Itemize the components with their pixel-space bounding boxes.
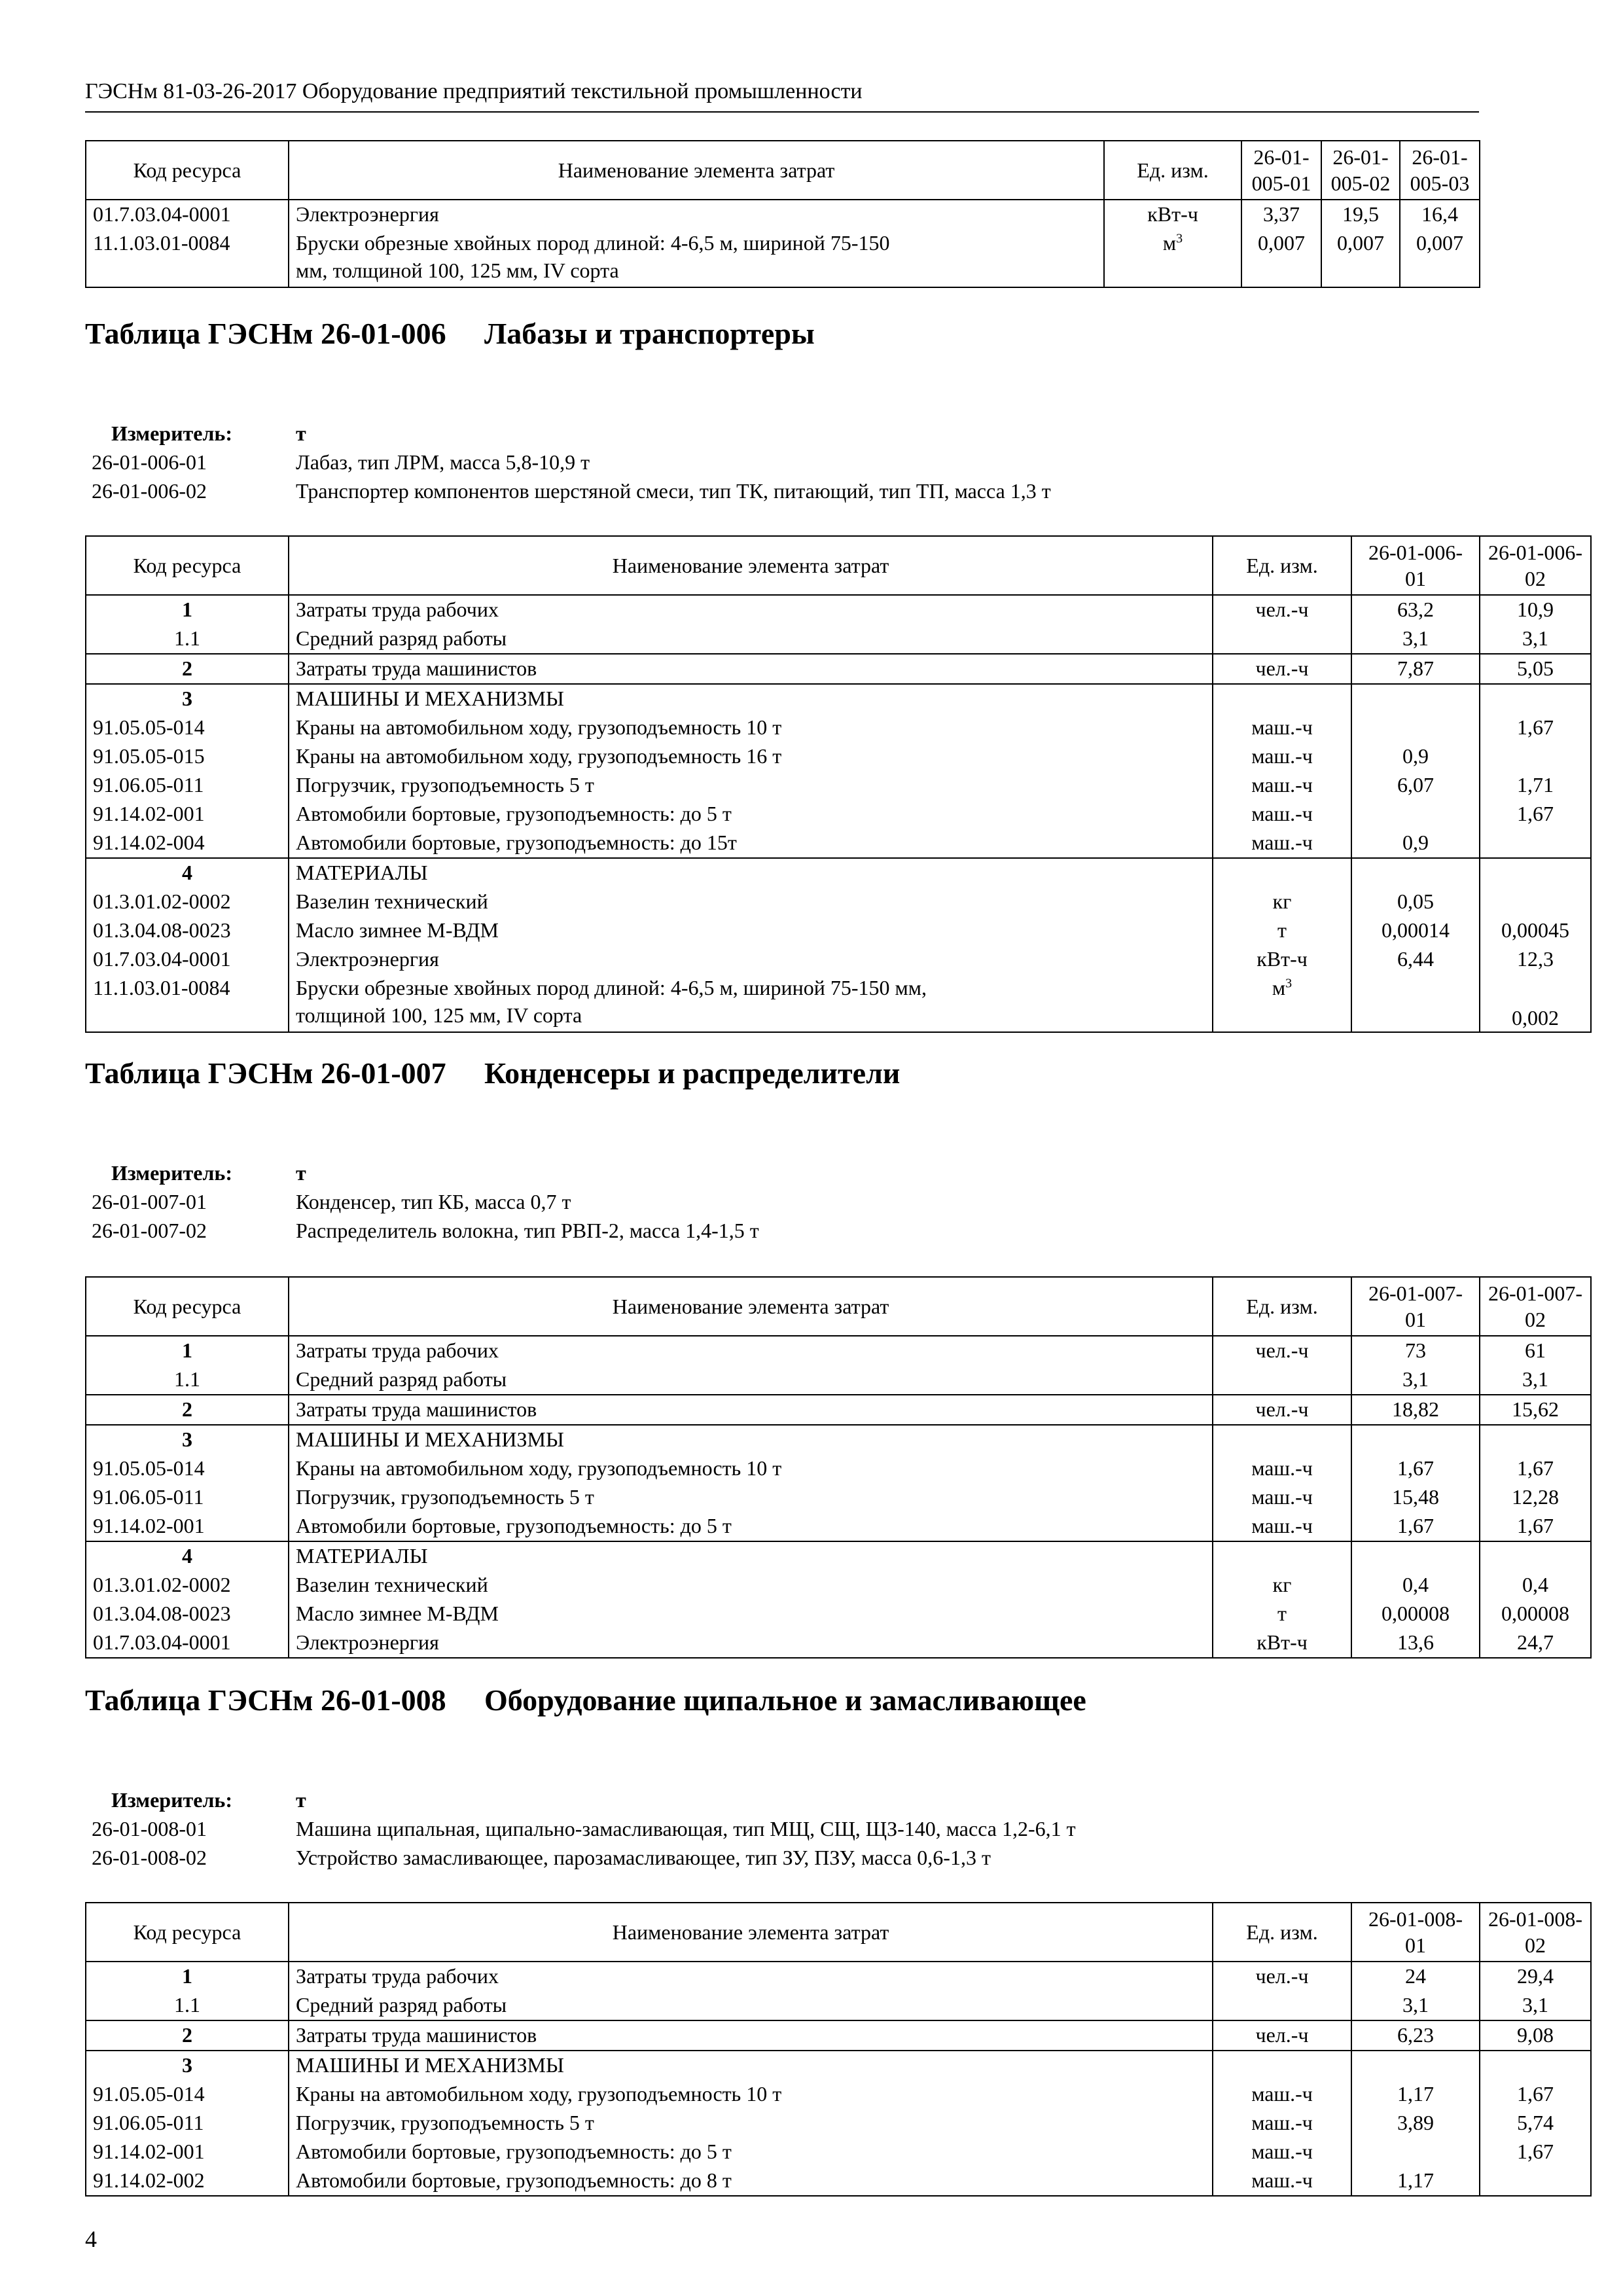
row-name: Затраты труда рабочих — [289, 1336, 1213, 1365]
col-header-value: 26-01-008-01 — [1351, 1903, 1480, 1962]
table-row — [86, 1571, 1591, 1600]
table-row — [86, 2080, 1591, 2109]
row-name: Автомобили бортовые, грузоподъемность: до 5 т — [289, 800, 1213, 829]
row-code: 1 — [86, 1962, 289, 1991]
row-code: 01.3.01.02-0002 — [86, 888, 289, 916]
measure-value: т — [296, 1788, 306, 1812]
row-value: 5,74 — [1480, 2109, 1591, 2138]
row-code: 4 — [86, 858, 289, 888]
row-value: 1,71 — [1480, 771, 1591, 800]
row-code: 3 — [86, 1425, 289, 1454]
row-value: 73 — [1351, 1336, 1480, 1365]
row-code: 91.14.02-002 — [86, 2166, 289, 2196]
col-header-value: 26-01-008-02 — [1480, 1903, 1591, 1962]
row-value: 1,67 — [1480, 2080, 1591, 2109]
table-row — [86, 771, 1591, 800]
row-code: 11.1.03.01-0084 — [86, 974, 289, 1032]
table-row — [86, 713, 1591, 742]
col-header-cost-element: Наименование элемента затрат — [289, 1277, 1213, 1336]
col-header-value: 26-01-007-01 — [1351, 1277, 1480, 1336]
row-name: Погрузчик, грузоподъемность 5 т — [289, 771, 1213, 800]
col-header-value: 26-01-005-03 — [1400, 141, 1480, 200]
row-value: 0,4 — [1480, 1571, 1591, 1600]
measure-value: т — [296, 1161, 306, 1185]
row-code: 11.1.03.01-0084 — [86, 229, 289, 287]
row-value: 0,9 — [1351, 742, 1480, 771]
row-unit: чел.-ч — [1213, 1962, 1351, 1991]
row-code: 1.1 — [86, 624, 289, 654]
table-row — [86, 2138, 1591, 2166]
col-header-unit: Ед. изм. — [1213, 1903, 1351, 1962]
row-value: 9,08 — [1480, 2020, 1591, 2051]
row-code: 91.05.05-014 — [86, 2080, 289, 2109]
running-header: ГЭСНм 81-03-26-2017 Оборудование предприятий текстильной промышленности — [85, 77, 1479, 113]
table-title-name: Оборудование щипальное и замасливающее — [484, 1683, 1086, 1717]
row-value: 0,05 — [1351, 888, 1480, 916]
row-value — [1480, 742, 1591, 771]
row-value — [1351, 800, 1480, 829]
col-header-value: 26-01-005-02 — [1321, 141, 1400, 200]
table-row — [86, 1483, 1591, 1512]
row-value: 3,89 — [1351, 2109, 1480, 2138]
col-header-unit: Ед. изм. — [1213, 536, 1351, 595]
row-value: 7,87 — [1351, 654, 1480, 684]
row-name: Краны на автомобильном ходу, грузоподъемность 16 т — [289, 742, 1213, 771]
col-header-unit: Ед. изм. — [1213, 1277, 1351, 1336]
row-code: 91.06.05-011 — [86, 2109, 289, 2138]
norm-description: Транспортер компонентов шерстяной смеси, тип ТК, питающий, тип ТП, масса 1,3 т — [296, 479, 1051, 503]
table-row — [86, 2109, 1591, 2138]
table-row — [86, 742, 1591, 771]
row-value: 5,05 — [1480, 654, 1591, 684]
row-code: 3 — [86, 2051, 289, 2080]
row-value: 3,37 — [1241, 200, 1321, 229]
table-row — [86, 829, 1591, 858]
table-row — [86, 1541, 1591, 1571]
row-name: Электроэнергия — [289, 200, 1104, 229]
row-name: Масло зимнее М-ВДМ — [289, 916, 1213, 945]
row-value: 15,48 — [1351, 1483, 1480, 1512]
norm-code: 26-01-006-02 — [92, 479, 207, 503]
table-title-code: Таблица ГЭСНм 26-01-008 — [85, 1683, 446, 1717]
row-code: 4 — [86, 1541, 289, 1571]
table-row — [86, 1512, 1591, 1541]
row-code: 01.3.04.08-0023 — [86, 1600, 289, 1628]
row-value: 63,2 — [1351, 595, 1480, 624]
row-value — [1351, 974, 1480, 1032]
row-code: 01.3.04.08-0023 — [86, 916, 289, 945]
row-value — [1480, 858, 1591, 888]
table-row — [86, 684, 1591, 713]
table-row — [86, 800, 1591, 829]
col-header-resource-code: Код ресурса — [86, 141, 289, 200]
row-value: 24,7 — [1480, 1628, 1591, 1658]
row-unit: маш.-ч — [1213, 2166, 1351, 2196]
row-unit: чел.-ч — [1213, 595, 1351, 624]
row-value — [1351, 858, 1480, 888]
col-header-value: 26-01-005-01 — [1241, 141, 1321, 200]
table-row — [86, 1365, 1591, 1395]
table-row — [86, 1991, 1591, 2020]
row-name: Автомобили бортовые, грузоподъемность: до 5 т — [289, 2138, 1213, 2166]
norm-code: 26-01-006-01 — [92, 450, 207, 474]
row-name — [289, 229, 1104, 287]
row-value: 1,67 — [1351, 1512, 1480, 1541]
table-row — [86, 1454, 1591, 1483]
table-row — [86, 2051, 1591, 2080]
row-unit — [1213, 974, 1351, 1032]
row-unit: маш.-ч — [1213, 1454, 1351, 1483]
norm-description: Лабаз, тип ЛРМ, масса 5,8-10,9 т — [296, 450, 590, 474]
col-header-value: 26-01-006-01 — [1351, 536, 1480, 595]
row-unit: маш.-ч — [1213, 829, 1351, 858]
table-row — [86, 229, 1480, 287]
row-name: Погрузчик, грузоподъемность 5 т — [289, 1483, 1213, 1512]
row-value: 0,4 — [1351, 1571, 1480, 1600]
row-value: 3,1 — [1351, 1365, 1480, 1395]
row-code: 01.7.03.04-0001 — [86, 945, 289, 974]
col-header-unit: Ед. изм. — [1104, 141, 1241, 200]
norm-code: 26-01-008-01 — [92, 1817, 207, 1840]
row-unit: кВт-ч — [1104, 200, 1241, 229]
row-unit — [1213, 2051, 1351, 2080]
table-row — [86, 1425, 1591, 1454]
table-row — [86, 2020, 1591, 2051]
row-name: Масло зимнее М-ВДМ — [289, 1600, 1213, 1628]
table-title-code: Таблица ГЭСНм 26-01-006 — [85, 317, 446, 350]
row-unit: кг — [1213, 1571, 1351, 1600]
row-value: 0,007 — [1321, 229, 1400, 287]
row-code: 01.3.01.02-0002 — [86, 1571, 289, 1600]
row-name: Затраты труда рабочих — [289, 1962, 1213, 1991]
row-value: 3,1 — [1351, 1991, 1480, 2020]
row-value: 0,007 — [1400, 229, 1480, 287]
row-name: Средний разряд работы — [289, 624, 1213, 654]
page-number: 4 — [85, 2226, 97, 2252]
row-code: 1.1 — [86, 1991, 289, 2020]
row-code: 91.14.02-004 — [86, 829, 289, 858]
row-unit: маш.-ч — [1213, 800, 1351, 829]
row-name: Затраты труда машинистов — [289, 2020, 1213, 2051]
row-value — [1351, 1425, 1480, 1454]
table-row — [86, 654, 1591, 684]
row-value: 0,00008 — [1480, 1600, 1591, 1628]
row-name: Краны на автомобильном ходу, грузоподъемность 10 т — [289, 713, 1213, 742]
table-title-name: Конденсеры и распределители — [484, 1056, 901, 1090]
row-value: 1,67 — [1480, 1512, 1591, 1541]
measure-label: Измеритель: — [111, 1788, 232, 1812]
cost-table — [85, 1902, 1592, 2197]
row-value: 1,67 — [1480, 800, 1591, 829]
row-code: 91.06.05-011 — [86, 771, 289, 800]
row-value: 18,82 — [1351, 1395, 1480, 1425]
norm-description: Конденсер, тип КБ, масса 0,7 т — [296, 1190, 571, 1213]
table-row — [86, 1395, 1591, 1425]
row-value: 12,3 — [1480, 945, 1591, 974]
row-unit — [1104, 229, 1241, 287]
row-value: 0,002 — [1480, 974, 1591, 1032]
row-unit: кг — [1213, 888, 1351, 916]
row-value: 1,17 — [1351, 2080, 1480, 2109]
row-unit — [1213, 1541, 1351, 1571]
row-unit: маш.-ч — [1213, 771, 1351, 800]
table-row — [86, 1628, 1591, 1658]
row-code: 91.14.02-001 — [86, 1512, 289, 1541]
row-code: 01.7.03.04-0001 — [86, 200, 289, 229]
row-name-line: толщиной 100, 125 мм, IV сорта — [296, 1003, 582, 1027]
row-name-line: Бруски обрезные хвойных пород длиной: 4-6,5 м, шириной 75-150 — [296, 231, 890, 255]
row-name: МАТЕРИАЛЫ — [289, 1541, 1213, 1571]
row-unit — [1213, 624, 1351, 654]
row-unit: чел.-ч — [1213, 1336, 1351, 1365]
norm-description: Устройство замасливающее, парозамасливающее, тип ЗУ, ПЗУ, масса 0,6-1,3 т — [296, 1846, 991, 1869]
row-name: Электроэнергия — [289, 945, 1213, 974]
row-value: 6,07 — [1351, 771, 1480, 800]
row-unit: маш.-ч — [1213, 2109, 1351, 2138]
col-header-cost-element: Наименование элемента затрат — [289, 536, 1213, 595]
table-title-code: Таблица ГЭСНм 26-01-007 — [85, 1056, 446, 1090]
row-value — [1351, 2138, 1480, 2166]
row-unit — [1213, 1991, 1351, 2020]
row-value: 16,4 — [1400, 200, 1480, 229]
row-value — [1351, 2051, 1480, 2080]
row-value — [1480, 888, 1591, 916]
row-name-line: мм, толщиной 100, 125 мм, IV сорта — [296, 259, 619, 282]
row-unit: кВт-ч — [1213, 945, 1351, 974]
row-unit: маш.-ч — [1213, 2080, 1351, 2109]
table-row — [86, 1336, 1591, 1365]
col-header-cost-element: Наименование элемента затрат — [289, 1903, 1213, 1962]
cost-table — [85, 1276, 1592, 1659]
table-row — [86, 1962, 1591, 1991]
row-value: 10,9 — [1480, 595, 1591, 624]
superscript: 3 — [1176, 231, 1183, 246]
table-row — [86, 1600, 1591, 1628]
row-value — [1480, 2166, 1591, 2196]
row-value — [1480, 829, 1591, 858]
row-name: Краны на автомобильном ходу, грузоподъемность 10 т — [289, 2080, 1213, 2109]
row-code: 1 — [86, 1336, 289, 1365]
row-value: 1,67 — [1480, 1454, 1591, 1483]
row-unit: маш.-ч — [1213, 2138, 1351, 2166]
table-row — [86, 858, 1591, 888]
row-value: 1,67 — [1351, 1454, 1480, 1483]
row-value: 3,1 — [1480, 624, 1591, 654]
row-name: Затраты труда машинистов — [289, 1395, 1213, 1425]
norm-description: Распределитель волокна, тип РВП-2, масса 1,4-1,5 т — [296, 1219, 759, 1242]
measure-label: Измеритель: — [111, 1161, 232, 1185]
row-unit: маш.-ч — [1213, 1483, 1351, 1512]
row-value — [1480, 1425, 1591, 1454]
table-row — [86, 200, 1480, 229]
row-name: Краны на автомобильном ходу, грузоподъемность 10 т — [289, 1454, 1213, 1483]
col-header-resource-code: Код ресурса — [86, 536, 289, 595]
row-value: 12,28 — [1480, 1483, 1591, 1512]
row-name: Средний разряд работы — [289, 1365, 1213, 1395]
cost-table — [85, 535, 1592, 1033]
row-value: 0,00008 — [1351, 1600, 1480, 1628]
norm-description: Машина щипальная, щипально-замасливающая, тип МЩ, СЩ, ЩЗ-140, масса 1,2-6,1 т — [296, 1817, 1076, 1840]
measure-value: т — [296, 422, 306, 445]
row-code: 2 — [86, 2020, 289, 2051]
row-unit-text: м — [1272, 976, 1286, 999]
row-name: Вазелин технический — [289, 1571, 1213, 1600]
table-row — [86, 945, 1591, 974]
row-unit: т — [1213, 916, 1351, 945]
row-name: Затраты труда машинистов — [289, 654, 1213, 684]
measure-label: Измеритель: — [111, 422, 232, 445]
row-code: 1.1 — [86, 1365, 289, 1395]
row-code: 1 — [86, 595, 289, 624]
row-code: 91.06.05-011 — [86, 1483, 289, 1512]
norm-code: 26-01-007-01 — [92, 1190, 207, 1213]
col-header-cost-element: Наименование элемента затрат — [289, 141, 1104, 200]
row-unit-text: м — [1162, 231, 1177, 255]
row-unit: чел.-ч — [1213, 654, 1351, 684]
col-header-resource-code: Код ресурса — [86, 1277, 289, 1336]
row-value: 15,62 — [1480, 1395, 1591, 1425]
row-name: Вазелин технический — [289, 888, 1213, 916]
row-value — [1351, 1541, 1480, 1571]
row-value: 0,00045 — [1480, 916, 1591, 945]
row-value: 3,1 — [1351, 624, 1480, 654]
row-value: 1,67 — [1480, 2138, 1591, 2166]
row-value: 3,1 — [1480, 1991, 1591, 2020]
row-value: 6,23 — [1351, 2020, 1480, 2051]
row-code: 91.05.05-014 — [86, 1454, 289, 1483]
row-value: 1,17 — [1351, 2166, 1480, 2196]
row-unit — [1213, 858, 1351, 888]
row-value: 24 — [1351, 1962, 1480, 1991]
row-code: 01.7.03.04-0001 — [86, 1628, 289, 1658]
col-header-value: 26-01-006-02 — [1480, 536, 1591, 595]
col-header-value: 26-01-007-02 — [1480, 1277, 1591, 1336]
row-name — [289, 974, 1213, 1032]
table-row — [86, 888, 1591, 916]
norm-code: 26-01-008-02 — [92, 1846, 207, 1869]
row-unit: кВт-ч — [1213, 1628, 1351, 1658]
row-value — [1480, 1541, 1591, 1571]
table-title — [85, 1681, 1479, 1759]
table-row — [86, 974, 1591, 1032]
table-title — [85, 314, 1479, 393]
row-value — [1351, 713, 1480, 742]
row-name: Затраты труда рабочих — [289, 595, 1213, 624]
superscript: 3 — [1285, 976, 1293, 991]
row-name: Погрузчик, грузоподъемность 5 т — [289, 2109, 1213, 2138]
row-value: 0,9 — [1351, 829, 1480, 858]
row-name: Электроэнергия — [289, 1628, 1213, 1658]
table-row — [86, 2166, 1591, 2196]
row-name: Автомобили бортовые, грузоподъемность: до 15т — [289, 829, 1213, 858]
row-unit: маш.-ч — [1213, 713, 1351, 742]
row-value — [1351, 684, 1480, 713]
row-unit: т — [1213, 1600, 1351, 1628]
row-name: Средний разряд работы — [289, 1991, 1213, 2020]
row-unit — [1213, 1365, 1351, 1395]
row-unit: чел.-ч — [1213, 2020, 1351, 2051]
row-code: 91.14.02-001 — [86, 800, 289, 829]
row-unit: чел.-ч — [1213, 1395, 1351, 1425]
table-row — [86, 916, 1591, 945]
row-unit: маш.-ч — [1213, 742, 1351, 771]
norm-code: 26-01-007-02 — [92, 1219, 207, 1242]
row-value: 19,5 — [1321, 200, 1400, 229]
row-value: 3,1 — [1480, 1365, 1591, 1395]
row-name: Автомобили бортовые, грузоподъемность: до 5 т — [289, 1512, 1213, 1541]
row-value: 13,6 — [1351, 1628, 1480, 1658]
row-code: 2 — [86, 1395, 289, 1425]
row-value — [1480, 2051, 1591, 2080]
row-unit — [1213, 1425, 1351, 1454]
row-code: 3 — [86, 684, 289, 713]
row-name: Автомобили бортовые, грузоподъемность: до 8 т — [289, 2166, 1213, 2196]
row-value: 6,44 — [1351, 945, 1480, 974]
row-code: 91.05.05-015 — [86, 742, 289, 771]
table-title-name: Лабазы и транспортеры — [484, 317, 815, 350]
row-value: 61 — [1480, 1336, 1591, 1365]
col-header-resource-code: Код ресурса — [86, 1903, 289, 1962]
row-value: 0,00014 — [1351, 916, 1480, 945]
cost-table-26-01-005 — [85, 140, 1480, 288]
row-value: 0,007 — [1241, 229, 1321, 287]
row-name-line: Бруски обрезные хвойных пород длиной: 4-6,5 м, шириной 75-150 мм, — [296, 976, 927, 999]
table-title — [85, 1054, 1479, 1132]
row-value: 1,67 — [1480, 713, 1591, 742]
row-name: МАШИНЫ И МЕХАНИЗМЫ — [289, 684, 1213, 713]
row-name: МАШИНЫ И МЕХАНИЗМЫ — [289, 1425, 1213, 1454]
row-code: 91.14.02-001 — [86, 2138, 289, 2166]
row-code: 2 — [86, 654, 289, 684]
row-unit — [1213, 684, 1351, 713]
row-value: 29,4 — [1480, 1962, 1591, 1991]
row-value — [1480, 684, 1591, 713]
row-name: МАШИНЫ И МЕХАНИЗМЫ — [289, 2051, 1213, 2080]
table-row — [86, 624, 1591, 654]
table-row — [86, 595, 1591, 624]
row-name: МАТЕРИАЛЫ — [289, 858, 1213, 888]
row-unit: маш.-ч — [1213, 1512, 1351, 1541]
row-code: 91.05.05-014 — [86, 713, 289, 742]
